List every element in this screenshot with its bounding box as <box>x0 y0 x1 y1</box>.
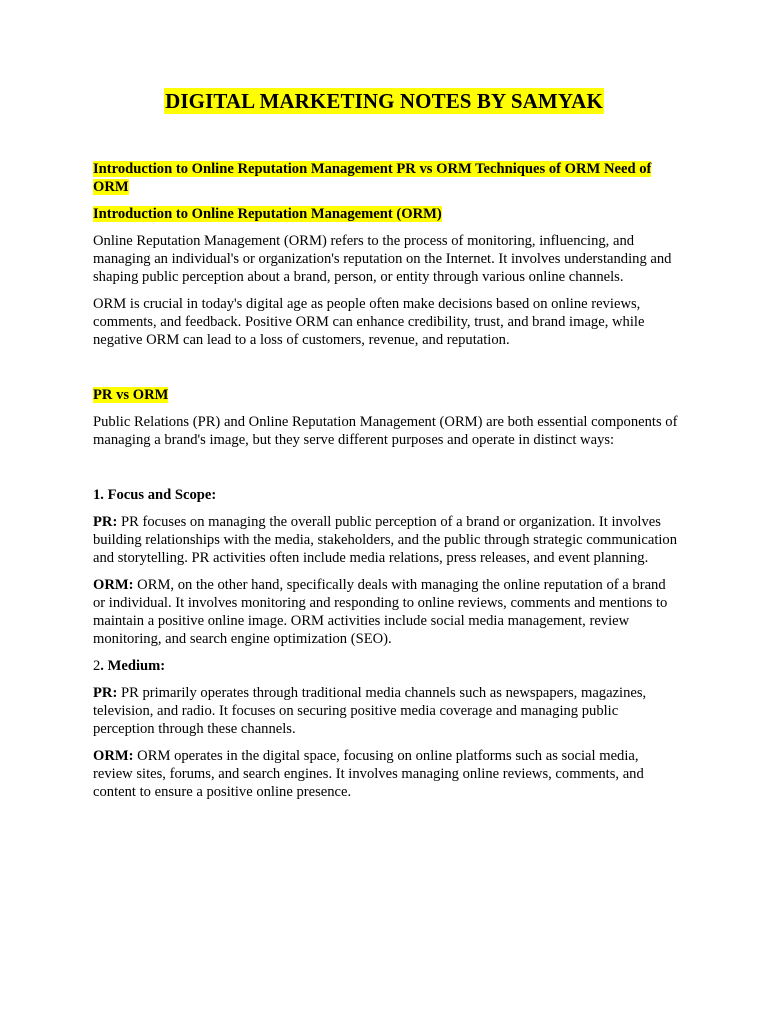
title-container <box>0 88 768 114</box>
section-2-heading <box>93 657 678 675</box>
orm-intro-paragraph-1: Online Reputation Management (ORM) refers to the process of monitoring, influencing, and managing an individual's or organization's reputation on the Internet. It involves understanding and shaping public perception about a brand, person, or entity through various online channels. <box>93 233 672 285</box>
pr-vs-orm-heading-text: PR vs ORM <box>93 387 169 403</box>
section-1-orm-text: ORM, on the other hand, specifically deals with managing the online reputation of a brand or individual. It involves monitoring and responding to online reviews, comments and mentions to maintain a positive online image. ORM activities include social media management, review monitoring, and search engine optimization (SEO). <box>93 577 668 647</box>
section-2-orm-text: ORM operates in the digital space, focusing on online platforms such as social media, review sites, forums, and search engines. It involves managing online reviews, comments, and content to ensure a positive online presence. <box>93 748 644 800</box>
pr-vs-orm-intro-paragraph: Public Relations (PR) and Online Reputation Management (ORM) are both essential components of managing a brand's image, but they serve different purposes and operate in distinct ways: <box>93 414 678 448</box>
orm-intro-paragraph-2: ORM is crucial in today's digital age as people often make decisions based on online reviews, comments, and feedback. Positive ORM can enhance credibility, trust, and brand image, while negative ORM can lead to a loss of customers, revenue, and reputation. <box>93 296 645 348</box>
orm-intro-heading <box>93 205 678 223</box>
section-1-orm-paragraph <box>93 576 678 648</box>
section-2-heading-number: 2 <box>93 658 101 674</box>
section-2-pr-paragraph <box>93 684 678 738</box>
section-1-pr-label: PR: <box>93 514 118 530</box>
section-2-heading-text: . Medium: <box>100 658 166 674</box>
section-1-heading: 1. Focus and Scope: <box>93 487 217 503</box>
pr-vs-orm-heading <box>93 386 678 404</box>
section-2-pr-label: PR: <box>93 685 118 701</box>
section-2-orm-label: ORM: <box>93 748 134 764</box>
orm-intro-heading-text: Introduction to Online Reputation Management (ORM) <box>93 206 442 222</box>
section-1-pr-text: PR focuses on managing the overall public perception of a brand or organization. It involves building relationships with the media, stakeholders, and the public through strategic communication and storytelling. PR activities often include media relations, press releases, and event planning. <box>93 514 678 566</box>
document-content <box>93 160 678 810</box>
topics-heading-text: Introduction to Online Reputation Management PR vs ORM Techniques of ORM Need of ORM <box>93 161 652 195</box>
topics-heading <box>93 160 678 196</box>
section-2-orm-paragraph <box>93 747 678 801</box>
section-2-pr-text: PR primarily operates through traditional media channels such as newspapers, magazines, television, and radio. It focuses on securing positive media coverage and managing public perception through these channels. <box>93 685 647 737</box>
document-title: DIGITAL MARKETING NOTES BY SAMYAK <box>165 89 603 113</box>
section-1-pr-paragraph <box>93 513 678 567</box>
section-1-orm-label: ORM: <box>93 577 134 593</box>
